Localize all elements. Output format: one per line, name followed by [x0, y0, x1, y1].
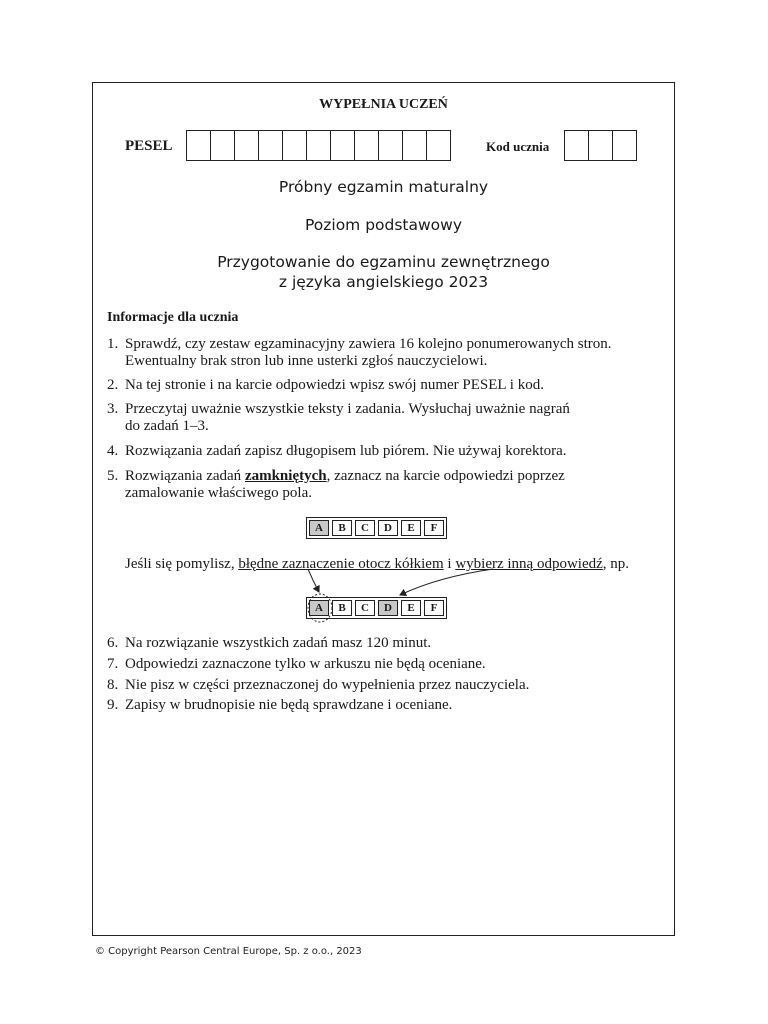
pesel-digit-box[interactable]: [402, 130, 427, 161]
instruction-item: [107, 635, 431, 652]
example-option-box: B: [332, 600, 352, 616]
instruction-number: 7.: [107, 656, 119, 672]
pesel-digit-box[interactable]: [282, 130, 307, 161]
instruction-number: 5.: [107, 468, 119, 484]
instruction-number: 6.: [107, 635, 119, 651]
instruction-text-post: , zaznacz na karcie odpowiedzi poprzez: [326, 468, 565, 484]
mistake-choose-underlined: wybierz inną odpowiedź: [455, 556, 603, 572]
exam-level: Poziom podstawowy: [304, 216, 463, 234]
exam-subtitle-line2: z języka angielskiego 2023: [278, 273, 489, 291]
example-answer-row-filled: [306, 517, 447, 539]
instruction-item: [107, 656, 486, 673]
instruction-text: Rozwiązania zadań zapisz długopisem lub piórem. Nie używaj korektora.: [125, 443, 567, 459]
pesel-digit-box[interactable]: [354, 130, 379, 161]
correction-arrows: [93, 83, 676, 937]
pesel-digit-box[interactable]: [234, 130, 259, 161]
info-heading: Informacje dla ucznia: [107, 310, 239, 325]
student-code-box[interactable]: [588, 130, 613, 161]
instruction-text: Sprawdź, czy zestaw egzaminacyjny zawiera 16 kolejno ponumerowanych stron.: [125, 336, 612, 352]
instruction-number: 8.: [107, 677, 119, 693]
example-option-box: C: [355, 600, 375, 616]
pesel-label: PESEL: [125, 138, 173, 154]
pesel-digit-box[interactable]: [258, 130, 283, 161]
student-code-label: Kod ucznia: [486, 139, 550, 154]
mistake-text-pre: Jeśli się pomylisz,: [125, 556, 239, 572]
instruction-text-pre: Rozwiązania zadań: [125, 468, 245, 484]
student-code-box[interactable]: [564, 130, 589, 161]
pesel-digit-box[interactable]: [186, 130, 211, 161]
instruction-text: Zapisy w brudnopisie nie będą sprawdzane i oceniane.: [125, 697, 453, 713]
instruction-text: Nie pisz w części przeznaczonej do wypełnienia przez nauczyciela.: [125, 677, 530, 693]
instruction-item: [107, 377, 544, 394]
instruction-number: 1.: [107, 336, 119, 352]
instruction-text: Na rozwiązanie wszystkich zadań masz 120 minut.: [125, 635, 432, 651]
example-option-box: D: [378, 520, 398, 536]
example-option-box: B: [332, 520, 352, 536]
pesel-digit-box[interactable]: [210, 130, 235, 161]
instruction-text-cont: do zadań 1–3.: [125, 418, 209, 434]
example-answer-row-corrected: [306, 597, 447, 619]
copyright-footer: © Copyright Pearson Central Europe, Sp. z o.o., 2023: [95, 946, 362, 957]
mistake-instruction: [125, 556, 629, 573]
example-option-box: A: [309, 520, 329, 536]
student-code-input-boxes[interactable]: [564, 130, 637, 161]
instruction-number: 9.: [107, 697, 119, 713]
instruction-text-cont: zamalowanie właściwego pola.: [125, 485, 313, 501]
pesel-digit-box[interactable]: [378, 130, 403, 161]
pesel-digit-box[interactable]: [426, 130, 451, 161]
pesel-digit-box[interactable]: [306, 130, 331, 161]
exam-subtitle-line1: Przygotowanie do egzaminu zewnętrznego: [217, 253, 550, 271]
instruction-item: [107, 468, 565, 502]
student-fills-label: WYPEŁNIA UCZEŃ: [319, 97, 448, 112]
instruction-item: [107, 401, 570, 435]
instruction-text-cont: Ewentualny brak stron lub inne usterki zgłoś nauczycielowi.: [125, 353, 488, 369]
mistake-text-post: , np.: [602, 556, 630, 572]
example-option-box: E: [401, 520, 421, 536]
example-option-box: C: [355, 520, 375, 536]
instruction-text: Przeczytaj uważnie wszystkie teksty i zadania. Wysłuchaj uważnie nagrań: [125, 401, 570, 417]
exam-title: Próbny egzamin maturalny: [278, 178, 489, 196]
mistake-circle-underlined: błędne zaznaczenie otocz kółkiem: [238, 556, 444, 572]
instruction-number: 2.: [107, 377, 119, 393]
example-option-box: D: [378, 600, 398, 616]
exam-cover-frame: [92, 82, 675, 936]
instruction-text: Odpowiedzi zaznaczone tylko w arkuszu nie będą oceniane.: [125, 656, 486, 672]
instruction-number: 4.: [107, 443, 119, 459]
instruction-item: [107, 677, 529, 694]
example-option-box: E: [401, 600, 421, 616]
example-option-box: A: [309, 600, 329, 616]
pesel-input-boxes[interactable]: [186, 130, 451, 161]
mistake-text-mid: i: [443, 556, 456, 572]
instruction-item: [107, 443, 567, 460]
instruction-item: [107, 697, 452, 714]
example-option-box: F: [424, 600, 444, 616]
student-code-box[interactable]: [612, 130, 637, 161]
instruction-text: Na tej stronie i na karcie odpowiedzi wpisz swój numer PESEL i kod.: [125, 377, 544, 393]
example-option-box: F: [424, 520, 444, 536]
pesel-digit-box[interactable]: [330, 130, 355, 161]
closed-tasks-emphasis: zamkniętych: [244, 468, 327, 484]
instruction-item: [107, 336, 612, 370]
instruction-number: 3.: [107, 401, 119, 417]
